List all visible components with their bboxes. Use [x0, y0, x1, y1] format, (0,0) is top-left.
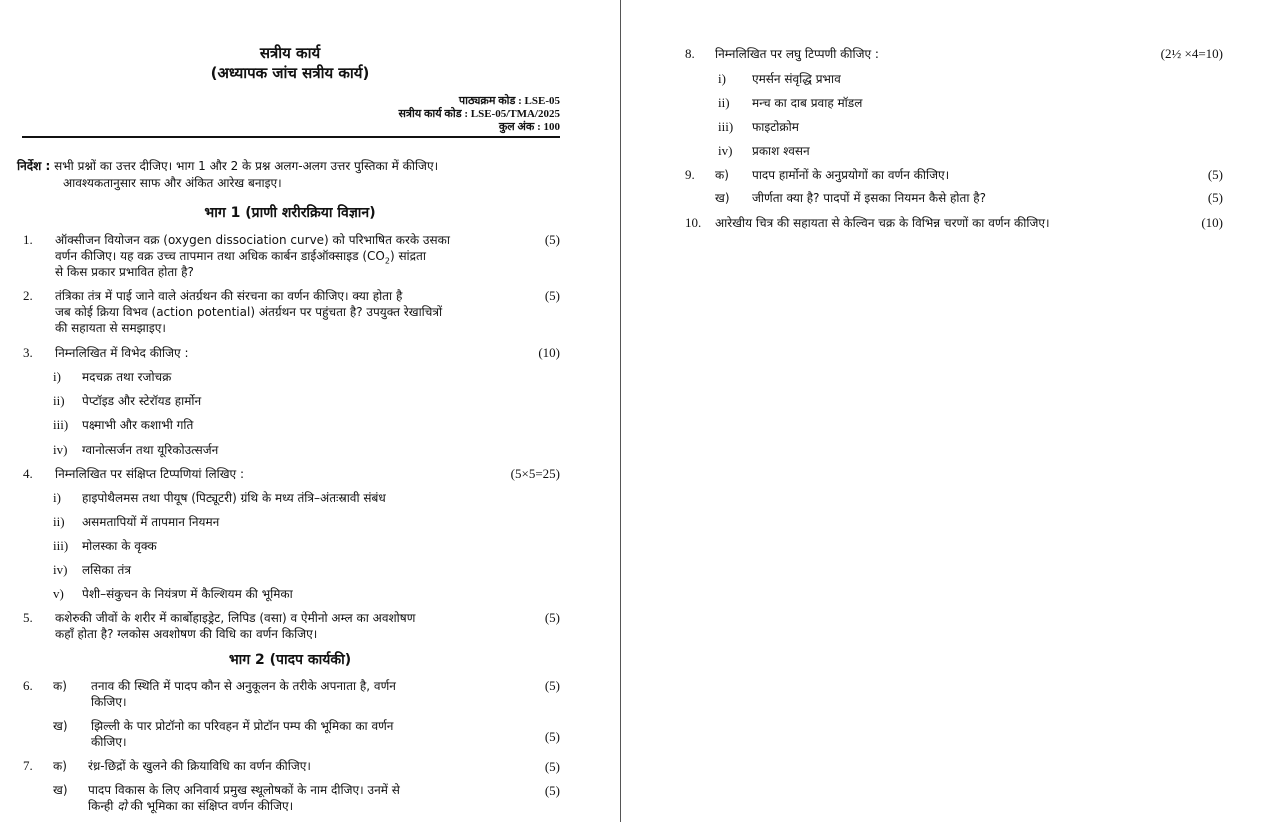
- q4-item-text: हाइपोथैलमस तथा पीयूष (पिट्यूटरी) ग्रंथि के मध्य तंत्रि–अंतःस्रावी संबंध: [82, 491, 386, 505]
- q2-line2: जब कोई क्रिया विभव (action potential) अंतर्ग्रथन पर पहुंचता है? उपयुक्त रेखाचित्रों: [55, 305, 443, 319]
- q6b-marks: (5): [544, 729, 560, 744]
- q2-number: 2.: [23, 288, 33, 303]
- course-codes: [399, 95, 561, 134]
- q10-marks: (10): [1201, 215, 1223, 230]
- q4-item-num: i): [53, 490, 61, 505]
- q2-line1: तंत्रिका तंत्र में पाई जाने वाले अंतर्ग्रथन की संरचना का वर्णन कीजिए। क्या होता है: [55, 289, 403, 303]
- q9-number: 9.: [685, 167, 695, 182]
- part1-heading: भाग 1 (प्राणी शरीरक्रिया विज्ञान): [204, 205, 376, 221]
- q8-item-num: i): [718, 71, 726, 86]
- q2-line3: की सहायता से समझाइए।: [55, 321, 166, 335]
- q6a-marks: (5): [544, 678, 560, 693]
- instructions-line2: आवश्यकतानुसार साफ और अंकित आरेख बनाइए।: [63, 176, 282, 190]
- q6b-line1: झिल्ली के पार प्रोटॉनो का परिवहन में प्रोटॉन पम्प की भूमिका का वर्णन: [91, 719, 394, 733]
- q4-text: निम्नलिखित पर संक्षिप्त टिप्पणियां लिखिए :: [55, 467, 245, 481]
- q8-item-num: ii): [718, 95, 730, 110]
- q4-item-num: ii): [53, 514, 65, 529]
- header-rule: [22, 136, 560, 138]
- q7-number: 7.: [23, 758, 33, 773]
- q9b-marks: (5): [1207, 190, 1223, 205]
- q9a-text: पादप हार्मोनों के अनुप्रयोगों का वर्णन कीजिए।: [752, 168, 950, 182]
- q1-line3: से किस प्रकार प्रभावित होता है?: [55, 265, 194, 279]
- q10-text: आरेखीय चित्र की सहायता से केल्विन चक्र के विभिन्न चरणों का वर्णन कीजिए।: [715, 216, 1050, 230]
- q3-item-text: पेप्टॉइड और स्टेरॉयड हार्मोन: [82, 394, 202, 408]
- q2-marks: (5): [544, 288, 560, 303]
- q1-marks: (5): [544, 232, 560, 247]
- q3-item-num: ii): [53, 393, 65, 408]
- q7b-line1: पादप विकास के लिए अनिवार्य प्रमुख स्थूलोषकों के नाम दीजिए। उनमें से: [88, 783, 400, 797]
- q8-item-text: मन्च का दाब प्रवाह मॉडल: [752, 96, 863, 110]
- part2-heading: भाग 2 (पादप कार्यकी): [228, 652, 352, 668]
- q3-item-text: मदचक्र तथा रजोचक्र: [82, 370, 172, 384]
- q1-line1: ऑक्सीजन वियोजन वक्र (oxygen dissociation curve) को परिभाषित करके उसका: [55, 233, 450, 247]
- q7b-marks: (5): [544, 783, 560, 798]
- q3-item-num: i): [53, 369, 61, 384]
- q1-number: 1.: [23, 232, 33, 247]
- q6b-line2: कीजिए।: [91, 735, 127, 749]
- q7a-label: क): [53, 759, 67, 773]
- course-code: पाठ्यक्रम कोड : LSE-05: [458, 95, 560, 107]
- q8-text: निम्नलिखित पर लघु टिप्पणी कीजिए :: [715, 47, 879, 61]
- q3-item-text: पक्ष्माभी और कशाभी गति: [82, 418, 194, 432]
- page-title: सत्रीय कार्य: [259, 44, 321, 62]
- q3-marks: (10): [538, 345, 560, 360]
- q9a-marks: (5): [1207, 167, 1223, 182]
- q9b-text: जीर्णता क्या है? पादपों में इसका नियमन कैसे होता है?: [752, 191, 986, 205]
- q8-item-num: iv): [718, 143, 733, 158]
- q4-number: 4.: [23, 466, 33, 481]
- q9b-label: ख): [715, 191, 730, 205]
- q6b-label: ख): [53, 719, 68, 733]
- q7a-line1: रंध्र-छिद्रों के खुलने की क्रियाविधि का वर्णन कीजिए।: [88, 759, 311, 773]
- instructions: [17, 158, 577, 174]
- assignment-code: सत्रीय कार्य कोड : LSE-05/TMA/2025: [398, 108, 560, 120]
- q8-number: 8.: [685, 46, 695, 61]
- q3-item-num: iii): [53, 417, 69, 432]
- q5-marks: (5): [544, 610, 560, 625]
- q6a-line1: तनाव की स्थिति में पादप कौन से अनुकूलन के तरीके अपनाता है, वर्णन: [91, 679, 396, 693]
- q4-item-text: पेशी–संकुचन के नियंत्रण में कैल्शियम की भूमिका: [82, 587, 293, 601]
- instructions-line1: सभी प्रश्नों का उत्तर दीजिए। भाग 1 और 2 के प्रश्न अलग-अलग उत्तर पुस्तिका में कीजिए।: [54, 159, 439, 173]
- max-marks: कुल अंक : 100: [498, 121, 560, 133]
- q7b-label: ख): [53, 783, 68, 797]
- q3-item-num: iv): [53, 442, 68, 457]
- q4-item-num: iv): [53, 562, 68, 577]
- q8-item-text: प्रकाश श्वसन: [752, 144, 810, 158]
- q3-number: 3.: [23, 345, 33, 360]
- q6-number: 6.: [23, 678, 33, 693]
- q4-item-num: iii): [53, 538, 69, 553]
- q8-item-text: फाइटोक्रोम: [752, 120, 799, 134]
- q5-line1: कशेरुकी जीवों के शरीर में कार्बोहाइड्रेट, लिपिड (वसा) व ऐमीनो अम्ल का अवशोषण: [55, 611, 416, 625]
- q6a-label: क): [53, 679, 67, 693]
- q4-item-text: लसिका तंत्र: [82, 563, 131, 577]
- page-divider: [620, 0, 621, 822]
- q8-marks: (2½ ×4=10): [1160, 46, 1223, 61]
- q3-item-text: ग्वानोत्सर्जन तथा यूरिकोउत्सर्जन: [82, 443, 219, 457]
- instructions-label: निर्देश :: [17, 159, 51, 173]
- q3-text: निम्नलिखित में विभेद कीजिए :: [55, 346, 189, 360]
- q4-marks: (5×5=25): [510, 466, 560, 481]
- q7a-marks: (5): [544, 759, 560, 774]
- q5-line2: कहाँ होता है? ग्लकोस अवशोषण की विधि का वर्णन किजिए।: [55, 627, 318, 641]
- q7b-line2: किन्ही दो की भूमिका का संक्षिप्त वर्णन कीजिए।: [88, 799, 294, 813]
- q10-number: 10.: [685, 215, 702, 230]
- q5-number: 5.: [23, 610, 33, 625]
- q8-item-num: iii): [718, 119, 734, 134]
- q4-item-num: v): [53, 586, 64, 601]
- page-subtitle: (अध्यापक जांच सत्रीय कार्य): [210, 64, 370, 82]
- q4-item-text: असमतापियों में तापमान नियमन: [82, 515, 220, 529]
- q8-item-text: एमर्सन संवृद्धि प्रभाव: [752, 72, 841, 86]
- q9a-label: क): [715, 168, 729, 182]
- q1-line2: वर्णन कीजिए। यह वक्र उच्च तापमान तथा अधिक कार्बन डाईऑक्साइड $(CO_2)$ सांद्रता: [55, 249, 426, 266]
- q6a-line2: किजिए।: [91, 695, 127, 709]
- q4-item-text: मोलस्का के वृक्क: [82, 539, 157, 553]
